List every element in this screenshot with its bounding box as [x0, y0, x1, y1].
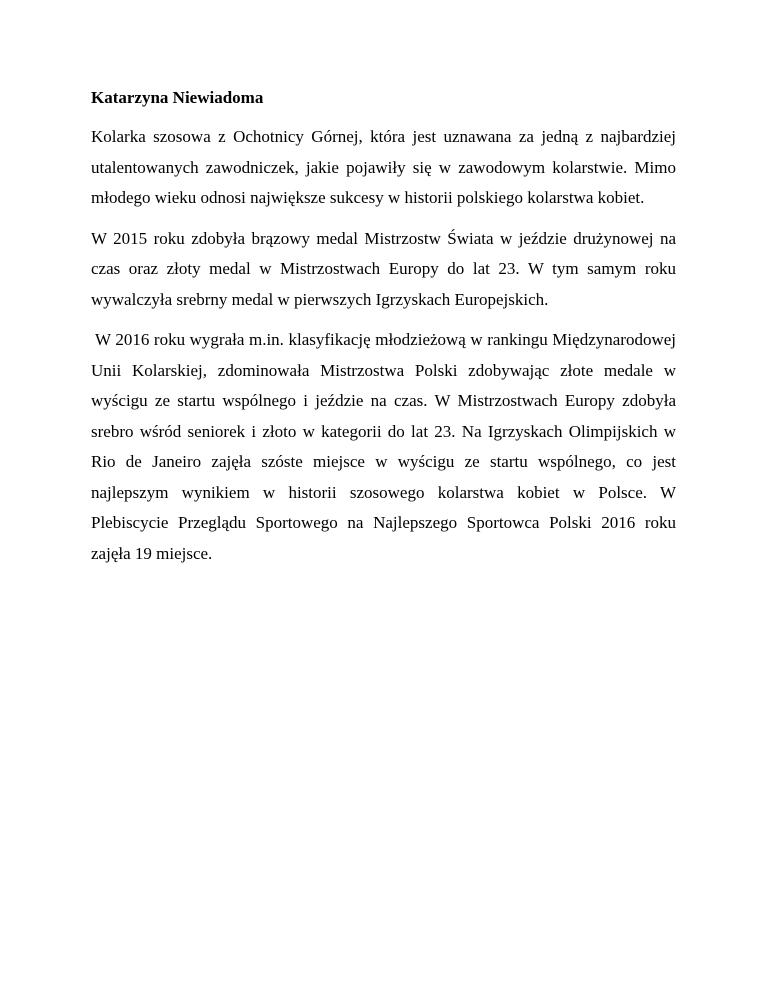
paragraph-intro: Kolarka szosowa z Ochotnicy Górnej, która jest uznawana za jedną z najbardziej utalentowanych zawodniczek, jakie pojawiły się w zawodowym kolarstwie. Mimo młodego wieku odnosi największe sukcesy w historii polskiego kolarstwa kobiet.: [91, 127, 676, 207]
document-title: Katarzyna Niewiadoma: [91, 88, 264, 107]
paragraph-2016: W 2016 roku wygrała m.in. klasyfikację młodzieżową w rankingu Międzynarodowej Unii Kolarskiej, zdominowała Mistrzostwa Polski zdobywając złote medale w wyścigu ze startu wspólnego i jeździe na czas. W Mistrzostwach Europy zdobyła srebro wśród seniorek i złoto w kategorii do lat 23. Na Igrzyskach Olimpijskich w Rio de Janeiro zajęła szóste miejsce w wyścigu ze startu wspólnego, co jest najlepszym wynikiem w historii szosowego kolarstwa kobiet w Polsce. W Plebiscycie Przeglądu Sportowego na Najlepszego Sportowca Polski 2016 roku zajęła 19 miejsce.: [91, 330, 676, 563]
document-page: [91, 84, 676, 579]
paragraph-2015: W 2015 roku zdobyła brązowy medal Mistrzostw Świata w jeździe drużynowej na czas oraz złoty medal w Mistrzostwach Europy do lat 23. W tym samym roku wywalczyła srebrny medal w pierwszych Igrzyskach Europejskich.: [91, 228, 676, 309]
